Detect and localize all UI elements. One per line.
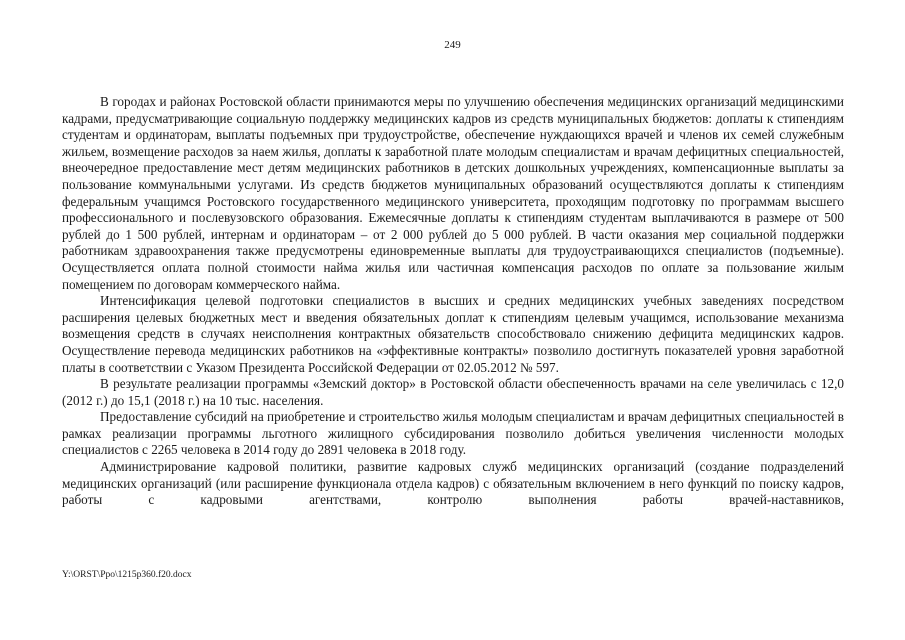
document-body [62, 94, 844, 509]
paragraph-1: В городах и районах Ростовской области принимаются меры по улучшению обеспечения медицинских организаций медицинскими кадрами, предусматривающие социальную поддержку медицинских кадров из средств муниципальных бюджетов: доплаты к стипендиям студентам и ординаторам, выплаты подъемных при трудоустройстве, обеспечение нуждающихся врачей и членов их семей служебным жильем, возмещение расходов за наем жилья, доплаты к заработной плате молодым специалистам и врачам дефицитных специальностей, внеочередное предоставление мест детям медицинских работников в детских дошкольных учреждениях, компенсационные выплаты за пользование коммунальными услугами. Из средств бюджетов муниципальных образований осуществляются доплаты к стипендиям федеральным учащимся Ростовского государственного медицинского университета, проходящим подготовку по программам высшего профессионального и послевузовского образования. Ежемесячные доплаты к стипендиям студентам выплачиваются в размере от 500 рублей до 1 500 рублей, интернам и ординаторам – от 2 000 рублей до 5 000 рублей. В части оказания мер социальной поддержки работникам здравоохранения также предусмотрены единовременные выплаты для трудоустраивающихся специалистов (подъемные). Осуществляется оплата полной стоимости найма жилья или частичная компенсация расходов по оплате за пользование жилым помещением по договорам коммерческого найма. [62, 94, 844, 292]
paragraph-2: Интенсификация целевой подготовки специалистов в высших и средних медицинских учебных заведениях посредством расширения целевых бюджетных мест и введения обязательных доплат к стипендиям целевым учащимся, использование механизма возмещения средств в случаях неисполнения контрактных обязательств способствовало снижению дефицита медицинских кадров. Осуществление перевода медицинских работников на «эффективные контракты» позволило достигнуть показателей уровня заработной платы в соответствии с Указом Президента Российской Федерации от 02.05.2012 № 597. [62, 293, 844, 375]
page-number: 249 [444, 39, 461, 51]
paragraph-3: В результате реализации программы «Земский доктор» в Ростовской области обеспеченность врачами на селе увеличилась с 12,0 (2012 г.) до 15,1 (2018 г.) на 10 тыс. населения. [62, 376, 844, 408]
footer-file-path: Y:\ORST\Ppo\1215p360.f20.docx [62, 570, 192, 580]
paragraph-4: Предоставление субсидий на приобретение и строительство жилья молодым специалистам и врачам дефицитных специальностей в рамках реализации программы льготного жилищного субсидирования позволило добиться увеличения численности молодых специалистов с 2265 человека в 2014 году до 2891 человека в 2018 году. [62, 409, 844, 458]
paragraph-5: Администрирование кадровой политики, развитие кадровых служб медицинских организаций (создание подразделений медицинских организаций (или расширение функционала отдела кадров) с обязательным включением в него функций по поиску кадров, работы с кадровыми агентствами, контролю выполнения работы врачей-наставников, [62, 459, 844, 508]
